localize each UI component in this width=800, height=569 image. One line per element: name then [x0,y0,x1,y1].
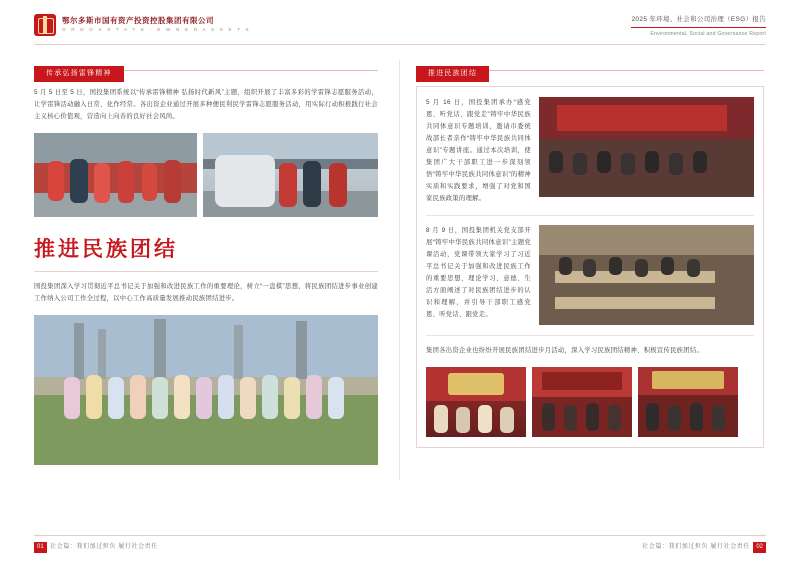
left-section-tag-row [34,62,378,78]
photo-event-3 [638,367,738,437]
photo-ethnic-unity-group [34,315,378,465]
right-section-tag-row [416,62,764,78]
card-separator-1 [426,215,754,216]
page-header [34,14,766,48]
right-block-1-text [426,97,531,205]
photo-roadside-assistance [203,133,378,217]
left-big-heading: 推进民族团结 [34,238,178,261]
card-separator-2 [426,335,754,336]
footer-text-left: 社会篇：我们加过担负 履行社会责任 [50,544,158,550]
logo-mark-icon [34,14,56,36]
left-paragraph-2: 国投集团深入学习贯彻近平总书记关于加强和改进民族工作的重要理论，树立“一盘棋”思想，将民族团结进步事业创建工作纳入公司工作全过程，以中心工作高质量发展推动民族团结进步。 [34,283,378,302]
right-block-2-text [426,225,531,325]
logo-text [62,16,251,34]
right-paragraph-1: 5 月 16 日，国投集团承办“感党恩、听党话、跟党走”铸牢中华民族共同体意识专题培训，邀请市委统战部长者亲作“铸牢中华民族共同体意识”专题讲座。通过本次培训，使集团广大干部职工进一步深刻领悟“铸牢中华民族共同体意识”的精神实质和实践要求，增强了对党和国家民族政策的理解。 [426,99,531,202]
left-paragraph-1: 5 月 5 日至 5 日，国投集团系统以“传承雷锋精神 弘扬时代新风”主题，组织开展了丰富多彩的学雷锋志愿服务活动，让学雷锋活动融入日常、化作经常。各出资企业通过开展多种便民利民学雷锋志愿服务活动，用实际行动积极践行社会主义核心价值观，营造向上向善的良好社会风尚。 [34,89,378,120]
page-number-left: 01 [34,542,47,553]
footer-divider [34,535,766,536]
column-divider [399,60,400,480]
right-block-2-image [539,225,754,325]
report-title-cn: 2025 年环境、社会和公司治理（ESG）报告 [631,16,766,23]
left-heading-rule [34,271,378,272]
right-block-1-image [539,97,754,205]
right-paragraph-3: 集团各出资企业也纷纷开展民族团结进步月活动，深入学习民族团结精神、积极宣传民族团结。 [426,347,704,354]
company-logo [34,14,251,36]
right-block-1 [426,97,754,205]
right-section-tag: 推进民族团结 [416,66,489,82]
right-block-2 [426,225,754,325]
header-rule [631,27,766,28]
photo-event-2 [532,367,632,437]
right-content-card [416,86,764,448]
right-photo-row [426,367,754,437]
report-title-block [631,15,766,38]
photo-event-1 [426,367,526,437]
photo-party-class [539,225,754,325]
report-title-en: Environmental, Social and Governance Report [650,31,766,37]
right-column [416,62,764,448]
photo-volunteer-service [34,133,197,217]
header-divider [34,44,766,45]
company-name-sub: O R D O S S T A T E - O W N E D A S S E T S [62,27,251,32]
photo-training-lecture [539,97,754,197]
left-section-tag: 传承弘扬雷锋精神 [34,66,124,82]
page-number-right: 02 [753,542,766,553]
company-name-cn: 鄂尔多斯市国有资产投资控股集团有限公司 [62,16,214,25]
left-column [34,62,378,465]
footer-text-right: 社会篇：我们加过担负 履行社会责任 [642,544,750,550]
page-footer [34,541,766,553]
left-photo-row [34,133,378,217]
right-paragraph-2: 8 月 9 日，国投集团机关党支部开展“铸牢中华民族共同体意识”主题党课活动，党课带领大家学习了习近平总书记关于加强和改进民族工作的重要思想、理论学习、意德、生活方面阐述了对民族团结进步的认识和理解，并引导干部职工感党恩、听党话、跟党走。 [426,227,531,318]
